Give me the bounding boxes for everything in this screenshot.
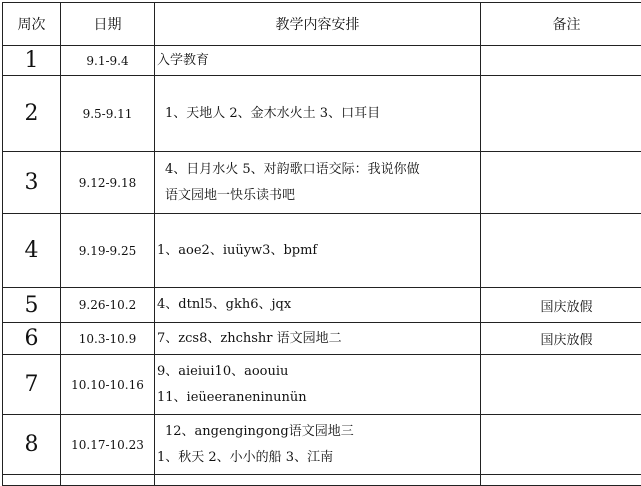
content-line: 9、aieiui10、aoouiu — [157, 359, 480, 385]
date-range: 9.1-9.4 — [61, 46, 155, 76]
date-range: 9.12-9.18 — [61, 152, 155, 214]
empty-cell — [61, 475, 155, 486]
note-cell — [481, 46, 641, 76]
note-cell — [481, 415, 641, 475]
schedule-table — [2, 2, 641, 486]
content-cell — [155, 152, 481, 214]
header-week: 周次 — [3, 3, 61, 46]
date-range: 10.3-10.9 — [61, 323, 155, 355]
week-number: 4 — [3, 214, 61, 288]
table-row — [3, 355, 641, 415]
table-row — [3, 415, 641, 475]
content-cell — [155, 323, 481, 355]
table-row — [3, 152, 641, 214]
header-date: 日期 — [61, 3, 155, 46]
week-number: 5 — [3, 288, 61, 323]
content-cell — [155, 214, 481, 288]
table-row — [3, 214, 641, 288]
content-line: 1、天地人 2、金木水火土 3、口耳目 — [157, 101, 480, 127]
date-range: 10.17-10.23 — [61, 415, 155, 475]
empty-cell — [3, 475, 61, 486]
empty-cell — [155, 475, 481, 486]
header-content: 教学内容安排 — [155, 3, 481, 46]
header-row — [3, 3, 641, 46]
content-cell — [155, 76, 481, 152]
empty-cell — [481, 475, 641, 486]
week-number: 7 — [3, 355, 61, 415]
content-line: 11、ieüeeraneninunün — [157, 385, 480, 411]
note-cell — [481, 76, 641, 152]
content-line: 1、aoe2、iuüyw3、bpmf — [157, 238, 480, 264]
content-line: 1、秋天 2、小小的船 3、江南 — [157, 445, 480, 471]
content-line: 4、dtnl5、gkh6、jqx — [157, 292, 480, 318]
date-range: 9.5-9.11 — [61, 76, 155, 152]
week-number: 8 — [3, 415, 61, 475]
week-number: 2 — [3, 76, 61, 152]
note-cell — [481, 355, 641, 415]
table-row — [3, 76, 641, 152]
content-cell — [155, 355, 481, 415]
week-number: 1 — [3, 46, 61, 76]
table-row-partial — [3, 475, 641, 486]
date-range: 9.26-10.2 — [61, 288, 155, 323]
header-note: 备注 — [481, 3, 641, 46]
content-line: 4、日月水火 5、对韵歌口语交际：我说你做 — [157, 157, 480, 183]
note-cell — [481, 152, 641, 214]
content-line: 7、zcs8、zhchshr 语文园地二 — [157, 326, 480, 352]
week-number: 3 — [3, 152, 61, 214]
table-row — [3, 323, 641, 355]
table-row — [3, 46, 641, 76]
table-row — [3, 288, 641, 323]
content-cell — [155, 46, 481, 76]
content-line: 12、angengingong语文园地三 — [157, 419, 480, 445]
date-range: 9.19-9.25 — [61, 214, 155, 288]
note-cell: 国庆放假 — [481, 323, 641, 355]
note-cell: 国庆放假 — [481, 288, 641, 323]
content-cell — [155, 415, 481, 475]
content-line: 语文园地一快乐读书吧 — [157, 183, 480, 209]
date-range: 10.10-10.16 — [61, 355, 155, 415]
content-cell — [155, 288, 481, 323]
note-cell — [481, 214, 641, 288]
content-line: 入学教育 — [157, 48, 480, 74]
week-number: 6 — [3, 323, 61, 355]
